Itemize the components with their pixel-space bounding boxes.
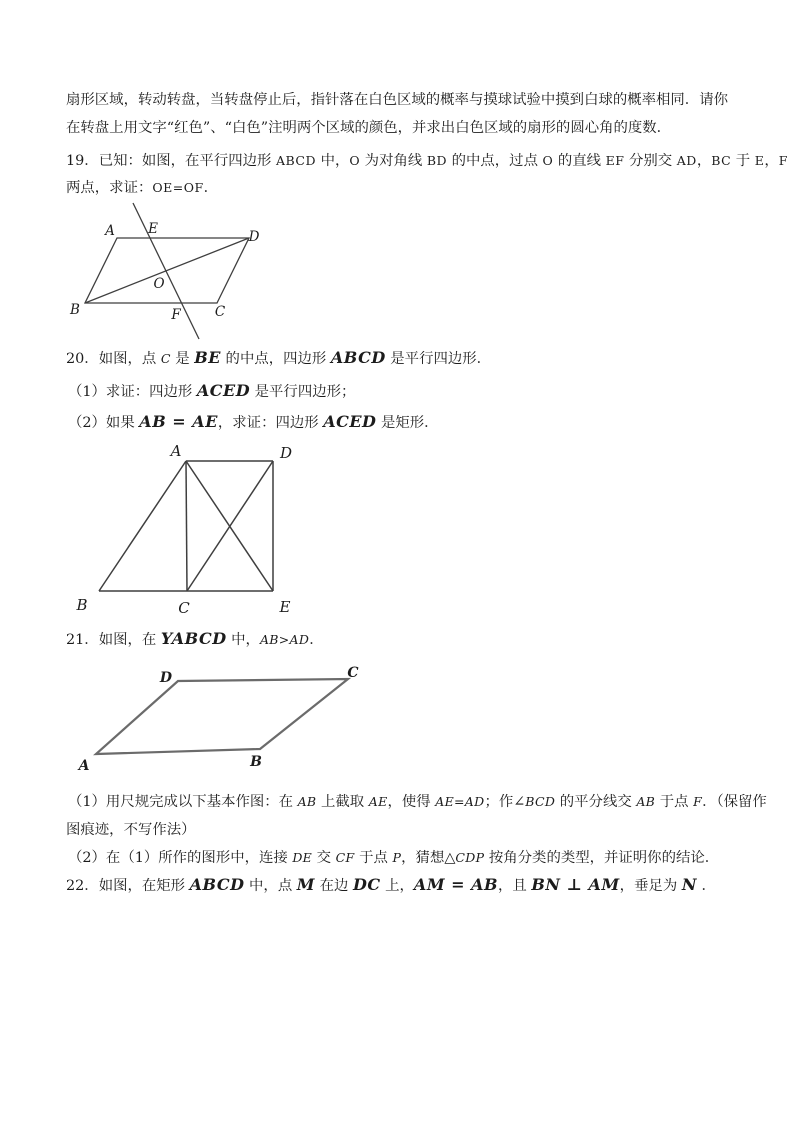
text-segment: 于点 <box>655 794 694 810</box>
text-segment: BCD <box>525 794 556 809</box>
text-segment: （2）如果 <box>68 415 140 431</box>
text-segment: 的中点，四边形 <box>220 351 331 367</box>
text-segment: ，垂足为 <box>619 878 682 894</box>
text-segment: AE <box>368 794 388 809</box>
text-segment: AB <box>636 794 656 809</box>
text-segment: ABCD <box>275 153 316 168</box>
text-segment: N <box>681 875 697 894</box>
text-segment: 为对角线 <box>360 153 427 169</box>
text-segment: ． <box>203 180 219 196</box>
problem-20-line-1 <box>66 347 491 370</box>
text-segment: ，猜想△ <box>401 850 456 866</box>
text-segment: ，使得 <box>387 794 436 810</box>
text-segment: EF <box>605 153 625 168</box>
parallelogram-DCBA <box>96 679 348 754</box>
problem-20-part-1 <box>68 380 355 403</box>
text-segment: ；作∠ <box>484 794 526 810</box>
text-segment: P <box>392 850 402 865</box>
text-segment: 两点，求证： <box>66 180 153 196</box>
text-segment: O <box>349 153 361 168</box>
problem-21-line-1 <box>66 628 324 651</box>
text-segment: 于点 <box>354 850 393 866</box>
figure-parallelogram-q21 <box>68 660 370 777</box>
text-segment: ACED <box>323 412 377 431</box>
text-segment: AB = AE <box>139 412 218 431</box>
text-segment: 是矩形． <box>376 415 439 431</box>
vertex-label-C: C <box>214 304 226 320</box>
vertex-label-A: A <box>170 442 182 460</box>
line-EF <box>133 203 199 339</box>
text-segment: 中，点 <box>244 878 297 894</box>
text-segment: 于 <box>731 153 755 169</box>
problem-22-line-1 <box>66 874 716 897</box>
problem-21-part-1-line-2 <box>66 819 196 841</box>
text-segment: 上截取 <box>316 794 369 810</box>
figure-parallelogram-q19 <box>66 198 278 342</box>
figure-rectangle-q20 <box>72 442 304 616</box>
text-segment: 按角分类的类型，并证明你的结论． <box>484 850 720 866</box>
text-segment: BD <box>426 153 448 168</box>
text-segment: 是平行四边形； <box>250 384 356 400</box>
text-segment: 是 <box>170 351 195 367</box>
text-segment: ，求证：四边形 <box>217 415 324 431</box>
vertex-label-D: D <box>279 444 293 462</box>
text-segment: AD <box>676 153 697 168</box>
vertex-label-C: C <box>178 599 190 616</box>
text-segment: ．（保留作 <box>702 794 767 810</box>
diagonal-BD <box>85 238 249 303</box>
vertex-label-D: D <box>248 229 260 245</box>
text-segment: ， <box>764 153 779 169</box>
vertex-label-A: A <box>105 223 115 239</box>
text-segment: BE <box>194 348 221 367</box>
vertex-label-B: B <box>76 596 88 614</box>
vertex-label-C: C <box>347 665 359 681</box>
vertex-label-E: E <box>148 221 158 237</box>
text-segment: （2）在（1）所作的图形中，连接 <box>68 850 293 866</box>
text-segment: 中， <box>316 153 350 169</box>
text-segment: OE=OF <box>152 180 204 195</box>
text-segment: AM = AB <box>413 875 499 894</box>
vertex-label-B: B <box>250 754 262 770</box>
text-segment: F <box>693 794 703 809</box>
text-segment: YABCD <box>160 629 227 648</box>
text-segment: F <box>778 153 788 168</box>
text-segment: 22．如图，在矩形 <box>66 878 190 894</box>
vertex-label-O: O <box>153 276 165 292</box>
vertex-label-E: E <box>279 598 291 616</box>
text-segment: CDP <box>455 850 485 865</box>
text-segment: 扇形区域，转动转盘，当转盘停止后，指针落在白色区域的概率与摸球试验中摸到白球的概率相同．请你 <box>66 92 728 108</box>
vertex-label-D: D <box>159 670 173 686</box>
problem-21-part-1-line-1 <box>68 791 767 813</box>
text-segment: ABCD <box>330 348 386 367</box>
text-segment: 分别交 <box>624 153 677 169</box>
problem-20-part-2 <box>68 411 439 434</box>
text-segment: 交 <box>312 850 336 866</box>
text-segment: 21．如图，在 <box>66 632 161 648</box>
problem-19-line-1 <box>66 150 788 172</box>
text-segment: ACED <box>196 381 251 400</box>
problem-19-line-2 <box>66 177 218 199</box>
vertex-label-A: A <box>78 758 90 774</box>
text-segment: O <box>542 153 554 168</box>
figure-q20-labels <box>75 442 292 616</box>
text-segment: BN ⊥ AM <box>531 875 620 894</box>
text-segment: 20．如图，点 <box>66 351 161 367</box>
text-segment: AB <box>297 794 317 809</box>
text-segment: CF <box>335 850 355 865</box>
text-segment: ． <box>309 632 324 648</box>
text-segment: AE=AD <box>435 794 485 809</box>
text-segment: M <box>296 875 316 894</box>
text-segment: 的直线 <box>553 153 606 169</box>
text-segment: DE <box>292 850 313 865</box>
text-segment: C <box>160 351 171 366</box>
text-segment: E <box>754 153 765 168</box>
text-segment: 的平分线交 <box>555 794 637 810</box>
text-segment: 中， <box>226 632 260 648</box>
side-AC <box>186 461 187 591</box>
text-segment: 在转盘上用文字“红色”、“白色”注明两个区域的颜色，并求出白色区域的扇形的圆心角的度数． <box>66 120 672 136</box>
text-segment: BC <box>711 153 732 168</box>
text-segment: DC <box>352 875 381 894</box>
text-segment: ，且 <box>498 878 532 894</box>
problem-21-part-2 <box>68 847 719 869</box>
problem-18-line-1 <box>66 89 728 111</box>
text-segment: 19．已知：如图，在平行四边形 <box>66 153 276 169</box>
vertex-label-F: F <box>171 307 181 323</box>
problem-18-line-2 <box>66 117 671 139</box>
text-segment: 在边 <box>315 878 353 894</box>
text-segment: 的中点，过点 <box>447 153 543 169</box>
text-segment: 图痕迹，不写作法） <box>66 822 196 838</box>
text-segment: ． <box>696 878 716 894</box>
text-segment: （1）求证：四边形 <box>68 384 197 400</box>
text-segment: ， <box>696 153 712 169</box>
text-segment: AB>AD <box>259 632 310 647</box>
vertex-label-B: B <box>70 302 80 318</box>
text-segment: 上， <box>380 878 414 894</box>
text-segment: （1）用尺规完成以下基本作图：在 <box>68 794 298 810</box>
side-BA <box>99 461 186 591</box>
figure-q21-strokes <box>96 679 348 754</box>
figure-q20-strokes <box>99 461 273 591</box>
text-segment: 是平行四边形． <box>385 351 492 367</box>
text-segment: ABCD <box>189 875 245 894</box>
